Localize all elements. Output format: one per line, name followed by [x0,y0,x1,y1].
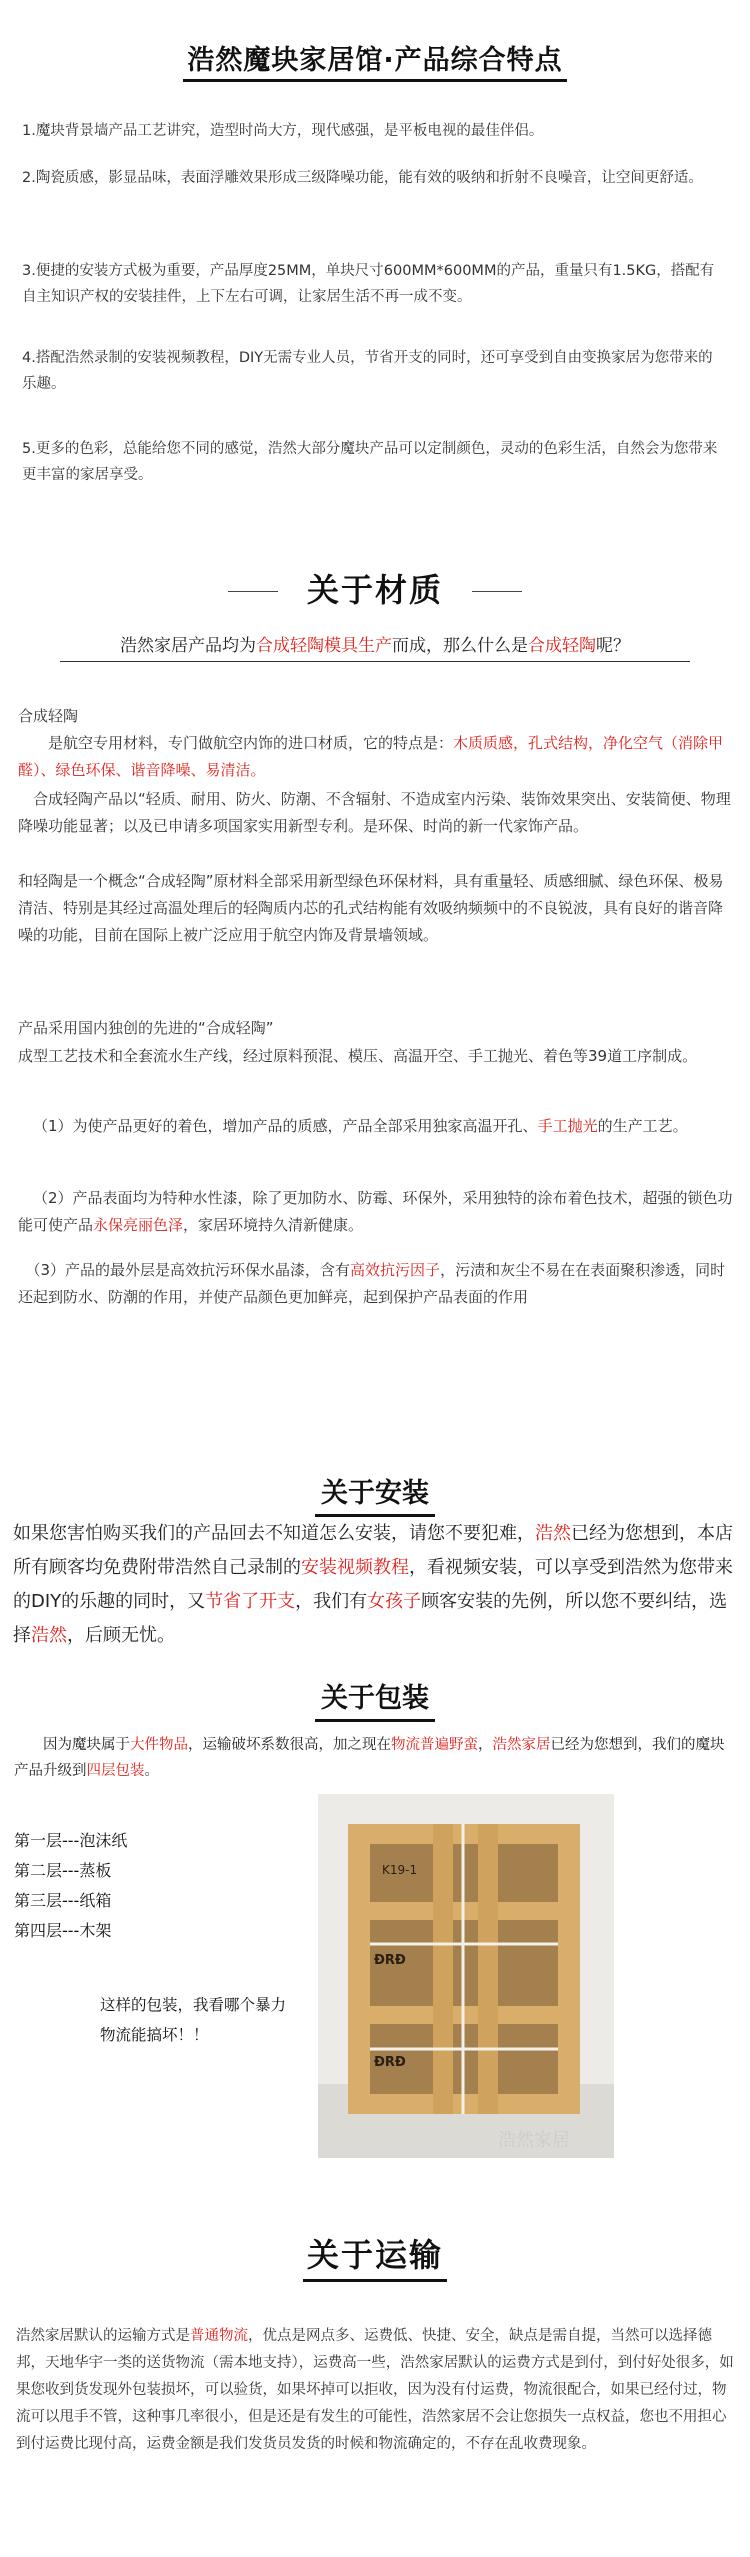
feature-item-5: 5.更多的色彩，总能给您不同的感觉，浩然大部分魔块产品可以定制颜色，灵动的色彩生活，自然会为您带来更丰富的家居享受。 [22,441,718,483]
material-subtitle: 浩然家居产品均为合成轻陶模具生产而成，那么什么是合成轻陶呢？ [120,636,630,656]
material-para5: 成型工艺技术和全套流水生产线，经过原料预混、模压、高温开空、手工抛光、着色等39道工序制成。 [18,1047,698,1065]
packaging-title: 关于包装 [0,1676,750,1715]
material-heading: 关于材质 [0,565,750,615]
material-para3: 和轻陶是一个概念“合成轻陶”原材料全部采用新型绿色环保材料，具有重量轻、质感细腻、绿色环保、极易清洁、特别是其经过高温处理后的轻陶质内芯的孔式结构能有效吸纳频频中的不良锐波，具有良好的谐音降噪的功能，目前在国际上被广泛应用于航空内饰及背景墙领域。 [18,872,724,944]
transport-text: 浩然家居默认的运输方式是普通物流，优点是网点多、运费低、快捷、安全，缺点是需自提，当然可以选择德邦，天地华宇一类的送货物流（需本地支持），运费高一些，浩然家居默认的运费方式是到付，到付好处很多，如果您收到货发现外包装损坏，可以验货，如果坏掉可以拒收，因为没有付运费，物流很配合，如果已经付过，物流可以甩手不管，这种事几率很小，但是还是有发生的可能性，浩然家居不会让您损失一点权益，您也不用担心到付运费比现付高，运费金额是我们发货员发货的时候和物流确定的，不存在乱收费现象。 [16,2328,734,2452]
install-title: 关于安装 [0,1471,750,1510]
material-para2: 合成轻陶产品以“轻质、耐用、防火、防潮、不含辐射、不造成室内污染、装饰效果突出、安装简便、物理降噪功能显著；以及已申请多项国家实用新型专利。是环保、时尚的新一代家饰产品。 [18,790,731,835]
feature-item-2: 2.陶瓷质感，影显品味，表面浮雕效果形成三级降噪功能，能有效的吸纳和折射不良噪音，让空间更舒适。 [22,170,703,186]
packaging-layer: 第二层---蒸板 [14,1861,112,1880]
packaging-layer: 第三层---纸箱 [14,1891,112,1910]
box-code: K19-1 [382,1863,418,1877]
material-para4: 产品采用国内独创的先进的“合成轻陶” [18,1019,274,1037]
packaging-text: 因为魔块属于大件物品，运输破坏系数很高，加之现在物流普遍野蛮，浩然家居已经为您想到，我们的魔块产品升级到四层包装。 [14,1737,725,1779]
material-item-1: （1）为使产品更好的着色，增加产品的质感，产品全部采用独家高温开孔、手工抛光的生产工艺。 [33,1117,688,1135]
subtitle-underline [60,661,690,662]
material-para1: 是航空专用材料，专门做航空内饰的进口材质，它的特点是：木质质感，孔式结构，净化空气（消除甲醛）、绿色环保、谐音降噪、易清洁。 [18,734,724,779]
feature-item-1: 1.魔块背景墙产品工艺讲究，造型时尚大方，现代感强，是平板电视的最佳伴侣。 [22,123,544,139]
packaging-layer: 第四层---木架 [14,1921,112,1940]
carton-brand: ÐRÐ [374,2055,406,2070]
carton-brand: ÐRÐ [374,1953,406,1968]
heading-divider-right [472,591,522,592]
feature-item-3: 3.便捷的安装方式极为重要，产品厚度25MM，单块尺寸600MM*600MM的产品，重量只有1.5KG，搭配有自主知识产权的安装挂件，上下左右可调，让家居生活不再一成不变。 [22,263,715,305]
packaging-layer: 第一层---泡沫纸 [14,1831,128,1850]
packaging-layers-list [14,1826,127,1946]
packaging-note: 这样的包装，我看哪个暴力物流能搞坏！！ [100,1996,287,2044]
watermark: 浩然家居 [498,2130,570,2151]
feature-item-4: 4.搭配浩然录制的安装视频教程，DIY无需专业人员，节省开支的同时，还可享受到自由变换家居为您带来的乐趣。 [22,350,713,392]
transport-title: 关于运输 [0,2230,750,2276]
material-item-3: （3）产品的最外层是高效抗污环保水晶漆，含有高效抗污因子，污渍和灰尘不易在在表面聚积渗透，同时还起到防水、防潮的作用，并使产品颜色更加鲜亮，起到保护产品表面的作用 [18,1261,726,1306]
install-text: 如果您害怕购买我们的产品回去不知道怎么安装，请您不要犯难，浩然已经为您想到，本店所有顾客均免费附带浩然自己录制的安装视频教程，看视频安装，可以享受到浩然为您带来的DIY的乐趣的同时，又节省了开支，我们有女孩子顾客安装的先例，所以您不要纠结，选择浩然，后顾无忧。 [13,1523,733,1646]
material-item-2: （2）产品表面均为特种水性漆，除了更加防水、防霉、环保外，采用独特的涂布着色技术，超强的锁色功能可使产品永保亮丽色泽，家居环境持久清新健康。 [18,1189,733,1234]
material-para1-title: 合成轻陶 [18,707,79,725]
wooden-crate-photo [318,1794,614,2158]
features-title: 浩然魔块家居馆·产品综合特点 [0,38,750,77]
